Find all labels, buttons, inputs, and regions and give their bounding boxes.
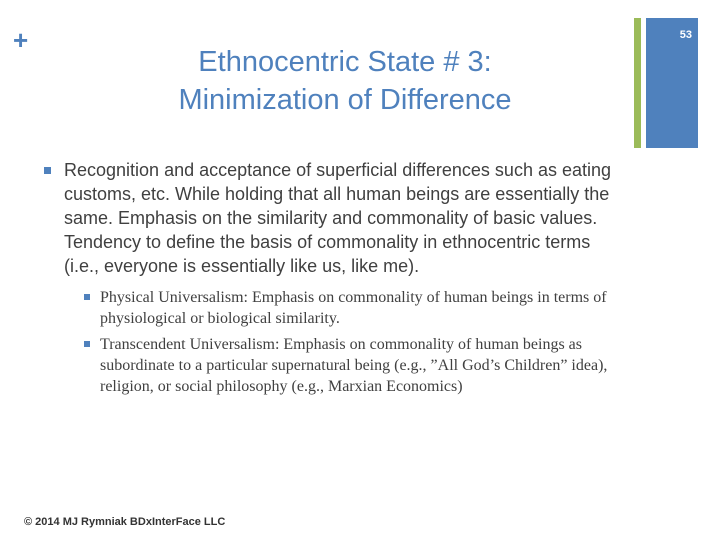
square-bullet-icon <box>44 167 51 174</box>
sub-bullet-item <box>84 287 624 329</box>
slide-body <box>44 158 624 402</box>
slide-number: 53 <box>679 29 692 41</box>
sub-bullet-item <box>84 334 624 397</box>
main-bullet-item <box>44 158 624 278</box>
square-bullet-icon <box>84 294 90 300</box>
plus-mark: + <box>13 25 29 55</box>
title-line-1: Ethnocentric State # 3: <box>198 46 492 78</box>
sub-bullet-text: Transcendent Universalism: Emphasis on commonality of human beings as subordinate to a particular supernatural being (e.g., ”All God’s Children” idea), religion, or social philosophy (e.g., Marxian Economics) <box>100 336 608 395</box>
main-bullet-text: Recognition and acceptance of superficial differences such as eating customs, etc. While holding that all human beings are essentially the same. Emphasis on the similarity and commonality of basic values. Tendency to define the basis of commonality in ethnocentric terms (i.e., everyone is essentially like us, like me). <box>64 160 612 276</box>
green-accent-bar <box>634 18 641 148</box>
sub-bullet-list <box>44 287 624 397</box>
copyright-footer: © 2014 MJ Rymniak BDxInterFace LLC <box>24 516 226 528</box>
sub-bullet-text: Physical Universalism: Emphasis on commonality of human beings in terms of physiological or biological similarity. <box>100 289 607 327</box>
slide-title <box>95 43 595 119</box>
title-line-2: Minimization of Difference <box>178 84 512 116</box>
square-bullet-icon <box>84 341 90 347</box>
